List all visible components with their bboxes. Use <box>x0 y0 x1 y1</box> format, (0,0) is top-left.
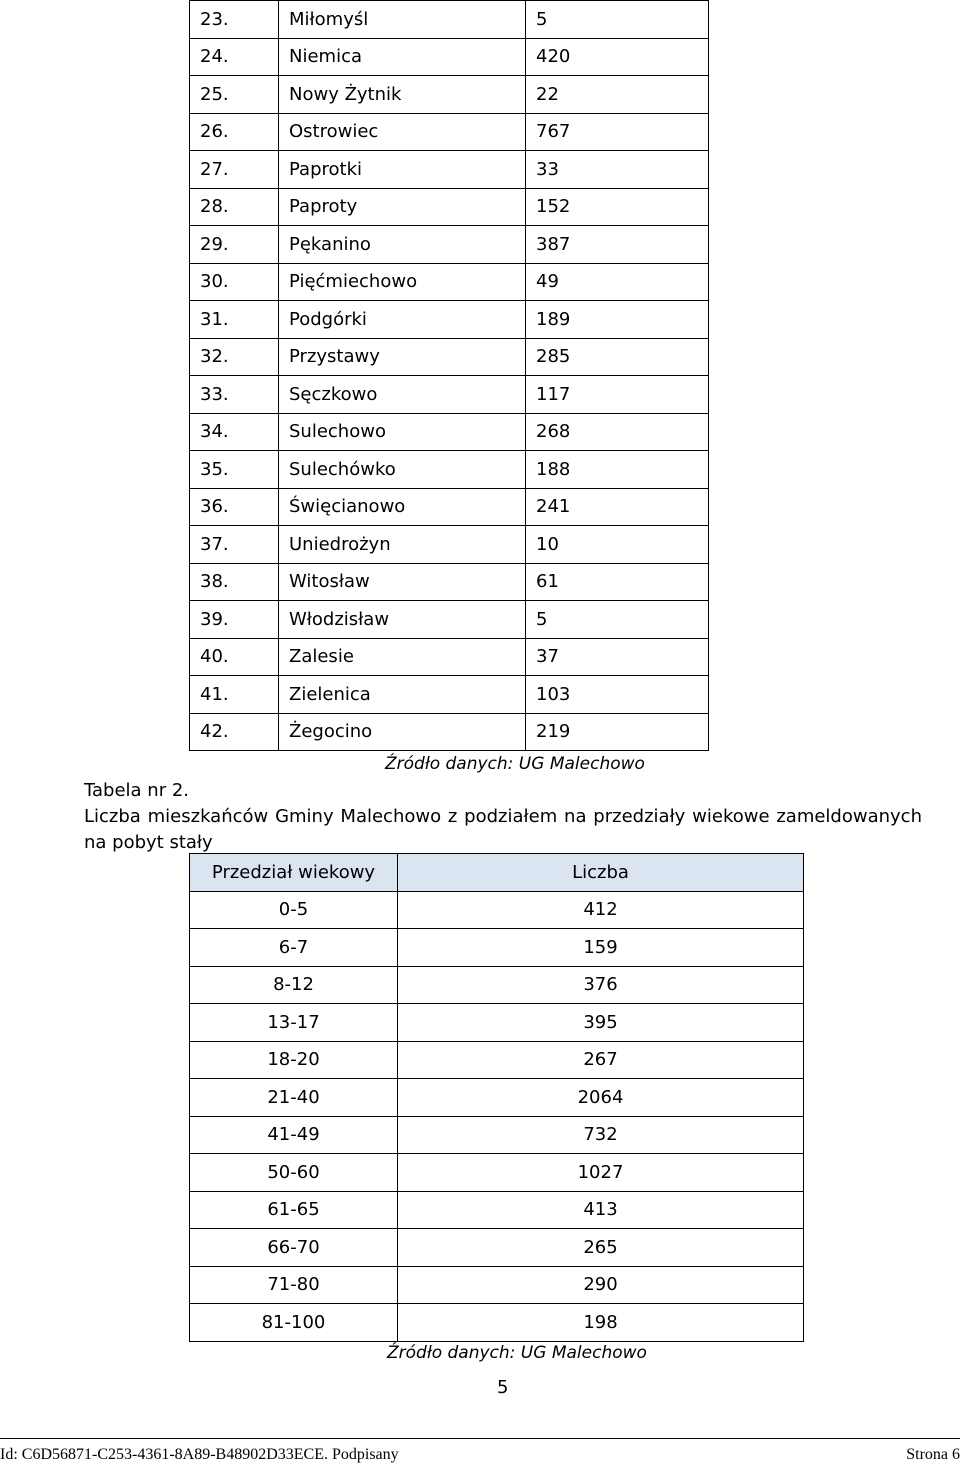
village-name: Niemica <box>279 38 526 76</box>
population-value: 103 <box>526 676 709 714</box>
table-row <box>190 488 709 526</box>
table-row <box>190 1 709 39</box>
table2-caption: Liczba mieszkańców Gminy Malechowo z podziałem na przedziały wiekowe zameldowanych na pobyt stały <box>84 806 922 853</box>
table-row <box>190 188 709 226</box>
village-name: Zalesie <box>279 638 526 676</box>
population-value: 767 <box>526 113 709 151</box>
age-range-cell: 21-40 <box>190 1079 398 1117</box>
village-name: Sulechowo <box>279 413 526 451</box>
village-name: Miłomyśl <box>279 1 526 39</box>
age-range-cell: 41-49 <box>190 1116 398 1154</box>
villages-table-body <box>190 1 709 751</box>
row-number: 32. <box>190 338 279 376</box>
row-number: 33. <box>190 376 279 414</box>
age-range-cell: 61-65 <box>190 1191 398 1229</box>
table-row <box>190 1266 804 1304</box>
table-row <box>190 226 709 264</box>
footer-divider <box>0 1438 960 1439</box>
table-row <box>190 38 709 76</box>
count-cell: 412 <box>398 891 804 929</box>
table-row <box>190 263 709 301</box>
table-row <box>190 1191 804 1229</box>
table-row <box>190 1304 804 1342</box>
count-cell: 395 <box>398 1004 804 1042</box>
row-number: 25. <box>190 76 279 114</box>
row-number: 36. <box>190 488 279 526</box>
table-row <box>190 376 709 414</box>
table-row <box>190 929 804 967</box>
row-number: 29. <box>190 226 279 264</box>
table-row <box>190 1154 804 1192</box>
header-count: Liczba <box>398 854 804 892</box>
village-name: Zielenica <box>279 676 526 714</box>
table1-source-note: Źródło danych: UG Malechowo <box>385 754 645 774</box>
row-number: 30. <box>190 263 279 301</box>
village-name: Żegocino <box>279 713 526 751</box>
row-number: 37. <box>190 526 279 564</box>
table-row <box>190 338 709 376</box>
table-row <box>190 451 709 489</box>
population-value: 189 <box>526 301 709 339</box>
count-cell: 159 <box>398 929 804 967</box>
footer-document-id: Id: C6D56871-C253-4361-8A89-B48902D33ECE. Podpisany <box>0 1446 399 1463</box>
table-row <box>190 1229 804 1267</box>
population-value: 37 <box>526 638 709 676</box>
row-number: 40. <box>190 638 279 676</box>
row-number: 38. <box>190 563 279 601</box>
age-range-cell: 18-20 <box>190 1041 398 1079</box>
table-row <box>190 113 709 151</box>
population-value: 5 <box>526 1 709 39</box>
age-range-cell: 0-5 <box>190 891 398 929</box>
village-name: Ostrowiec <box>279 113 526 151</box>
count-cell: 2064 <box>398 1079 804 1117</box>
population-value: 117 <box>526 376 709 414</box>
row-number: 27. <box>190 151 279 189</box>
table-row <box>190 76 709 114</box>
row-number: 26. <box>190 113 279 151</box>
population-value: 420 <box>526 38 709 76</box>
village-name: Pięćmiechowo <box>279 263 526 301</box>
table-row <box>190 1041 804 1079</box>
table-row <box>190 966 804 1004</box>
population-value: 33 <box>526 151 709 189</box>
population-value: 152 <box>526 188 709 226</box>
row-number: 24. <box>190 38 279 76</box>
table-row <box>190 713 709 751</box>
village-name: Sęczkowo <box>279 376 526 414</box>
count-cell: 1027 <box>398 1154 804 1192</box>
age-range-cell: 13-17 <box>190 1004 398 1042</box>
table2-source-note: Źródło danych: UG Malechowo <box>387 1343 647 1363</box>
village-name: Podgórki <box>279 301 526 339</box>
population-value: 188 <box>526 451 709 489</box>
count-cell: 732 <box>398 1116 804 1154</box>
row-number: 39. <box>190 601 279 639</box>
count-cell: 376 <box>398 966 804 1004</box>
age-range-cell: 81-100 <box>190 1304 398 1342</box>
age-range-cell: 6-7 <box>190 929 398 967</box>
row-number: 23. <box>190 1 279 39</box>
row-number: 28. <box>190 188 279 226</box>
village-name: Włodzisław <box>279 601 526 639</box>
age-table-body <box>190 891 804 1341</box>
table2-title: Tabela nr 2. <box>84 780 190 801</box>
table-header-row <box>190 854 804 892</box>
row-number: 34. <box>190 413 279 451</box>
table-row <box>190 638 709 676</box>
table-row <box>190 526 709 564</box>
row-number: 41. <box>190 676 279 714</box>
population-value: 49 <box>526 263 709 301</box>
age-groups-table <box>189 853 804 1342</box>
village-name: Uniedrożyn <box>279 526 526 564</box>
village-name: Paprotki <box>279 151 526 189</box>
table-row <box>190 1004 804 1042</box>
count-cell: 198 <box>398 1304 804 1342</box>
village-name: Nowy Żytnik <box>279 76 526 114</box>
population-value: 285 <box>526 338 709 376</box>
row-number: 31. <box>190 301 279 339</box>
population-value: 61 <box>526 563 709 601</box>
table-row <box>190 1079 804 1117</box>
age-range-cell: 8-12 <box>190 966 398 1004</box>
village-name: Święcianowo <box>279 488 526 526</box>
population-value: 22 <box>526 76 709 114</box>
population-value: 241 <box>526 488 709 526</box>
count-cell: 265 <box>398 1229 804 1267</box>
villages-population-table <box>189 0 709 751</box>
village-name: Paproty <box>279 188 526 226</box>
count-cell: 413 <box>398 1191 804 1229</box>
header-age-range: Przedział wiekowy <box>190 854 398 892</box>
page-number: 5 <box>497 1377 509 1398</box>
count-cell: 290 <box>398 1266 804 1304</box>
table-row <box>190 301 709 339</box>
table-row <box>190 151 709 189</box>
age-range-cell: 66-70 <box>190 1229 398 1267</box>
age-range-cell: 50-60 <box>190 1154 398 1192</box>
count-cell: 267 <box>398 1041 804 1079</box>
table-row <box>190 676 709 714</box>
footer-page-label: Strona 6 <box>906 1446 960 1463</box>
population-value: 5 <box>526 601 709 639</box>
village-name: Pękanino <box>279 226 526 264</box>
table-row <box>190 563 709 601</box>
population-value: 268 <box>526 413 709 451</box>
table-row <box>190 1116 804 1154</box>
table-row <box>190 891 804 929</box>
table-row <box>190 601 709 639</box>
population-value: 219 <box>526 713 709 751</box>
row-number: 35. <box>190 451 279 489</box>
village-name: Witosław <box>279 563 526 601</box>
table-row <box>190 413 709 451</box>
row-number: 42. <box>190 713 279 751</box>
age-range-cell: 71-80 <box>190 1266 398 1304</box>
population-value: 387 <box>526 226 709 264</box>
village-name: Sulechówko <box>279 451 526 489</box>
village-name: Przystawy <box>279 338 526 376</box>
population-value: 10 <box>526 526 709 564</box>
